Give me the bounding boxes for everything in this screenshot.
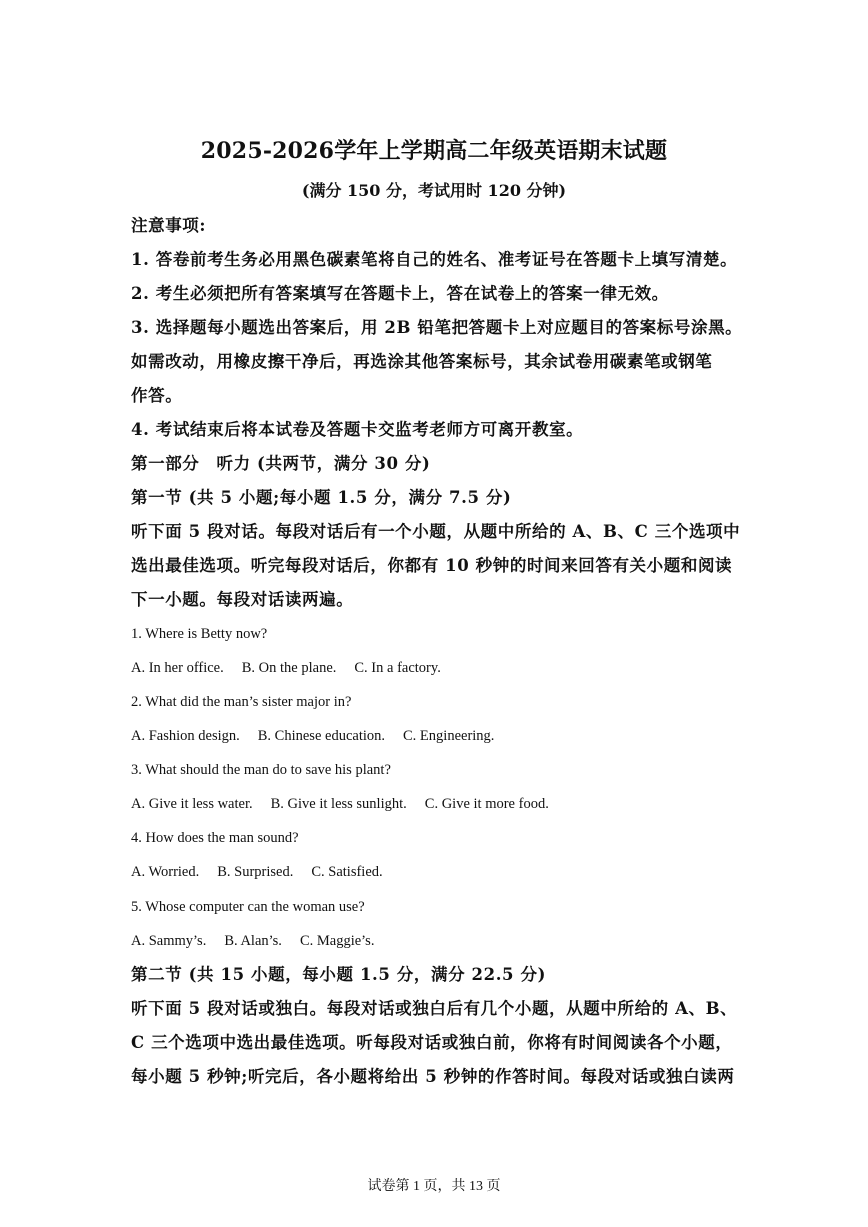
option-b: B. Give it less sunlight.	[270, 796, 407, 812]
section2-heading: 第二节 (共 15 小题，每小题 1.5 分，满分 22.5 分)	[131, 965, 546, 984]
option-a: A. Fashion design.	[131, 728, 240, 744]
notice-item: 4. 考试结束后将本试卷及答题卡交监考老师方可离开教室。	[131, 420, 584, 439]
page-title: 2025-2026学年上学期高二年级英语期末试题	[200, 138, 668, 164]
section1-heading: 第一节 (共 5 小题;每小题 1.5 分，满分 7.5 分)	[131, 488, 512, 507]
option-a: A. Give it less water.	[131, 796, 253, 812]
notice-item: 3. 选择题每小题选出答案后，用 2B 铅笔把答题卡上对应题目的答案标号涂黑。	[131, 318, 743, 337]
option-b: B. On the plane.	[241, 660, 337, 676]
question-options	[131, 657, 459, 679]
notice-item-continued: 如需改动，用橡皮擦干净后，再选涂其他答案标号，其余试卷用碳素笔或钢笔	[131, 352, 713, 371]
option-a: A. Worried.	[131, 864, 200, 880]
section2-instruction: C 三个选项中选出最佳选项。听每段对话或独白前，你将有时间阅读各个小题，	[131, 1033, 733, 1052]
question-text: 4. How does the man sound?	[131, 830, 299, 846]
option-b: B. Surprised.	[217, 864, 294, 880]
section2-instruction: 每小题 5 秒钟;听完后，各小题将给出 5 秒钟的作答时间。每段对话或独白读两	[131, 1067, 735, 1086]
notice-item: 1. 答卷前考生务必用黑色碳素笔将自己的姓名、准考证号在答题卡上填写清楚。	[131, 250, 738, 269]
part1-heading: 第一部分 听力 (共两节，满分 30 分)	[131, 454, 431, 473]
section1-instruction: 选出最佳选项。听完每段对话后，你都有 10 秒钟的时间来回答有关小题和阅读	[131, 556, 733, 575]
option-c: C. Give it more food.	[424, 796, 549, 812]
option-a: A. Sammy’s.	[131, 933, 207, 949]
option-b: B. Chinese education.	[257, 728, 386, 744]
option-b: B. Alan’s.	[224, 933, 282, 949]
question-text: 5. Whose computer can the woman use?	[131, 899, 365, 915]
question-text: 3. What should the man do to save his plant?	[131, 762, 391, 778]
question-options	[131, 861, 401, 883]
notice-item-continued: 作答。	[131, 386, 183, 405]
question-text: 1. Where is Betty now?	[131, 626, 268, 642]
option-a: A. In her office.	[131, 660, 224, 676]
option-c: C. Satisfied.	[311, 864, 383, 880]
section2-instruction: 听下面 5 段对话或独白。每段对话或独白后有几个小题，从题中所给的 A、B、	[131, 999, 738, 1018]
question-options	[131, 793, 567, 815]
option-c: C. Engineering.	[403, 728, 495, 744]
section1-instruction: 下一小题。每段对话读两遍。	[131, 590, 354, 609]
question-text: 2. What did the man’s sister major in?	[131, 694, 352, 710]
page-number: 试卷第 1 页，共 13 页	[367, 1179, 501, 1194]
notice-item: 2. 考生必须把所有答案填写在答题卡上，答在试卷上的答案一律无效。	[131, 284, 669, 303]
section1-instruction: 听下面 5 段对话。每段对话后有一个小题，从题中所给的 A、B、C 三个选项中	[131, 522, 741, 541]
page-subtitle: (满分 150 分，考试用时 120 分钟)	[301, 181, 567, 200]
question-options	[131, 725, 512, 747]
notice-heading: 注意事项:	[131, 216, 207, 235]
option-c: C. Maggie’s.	[299, 933, 375, 949]
question-options	[131, 930, 392, 952]
option-c: C. In a factory.	[354, 660, 441, 676]
